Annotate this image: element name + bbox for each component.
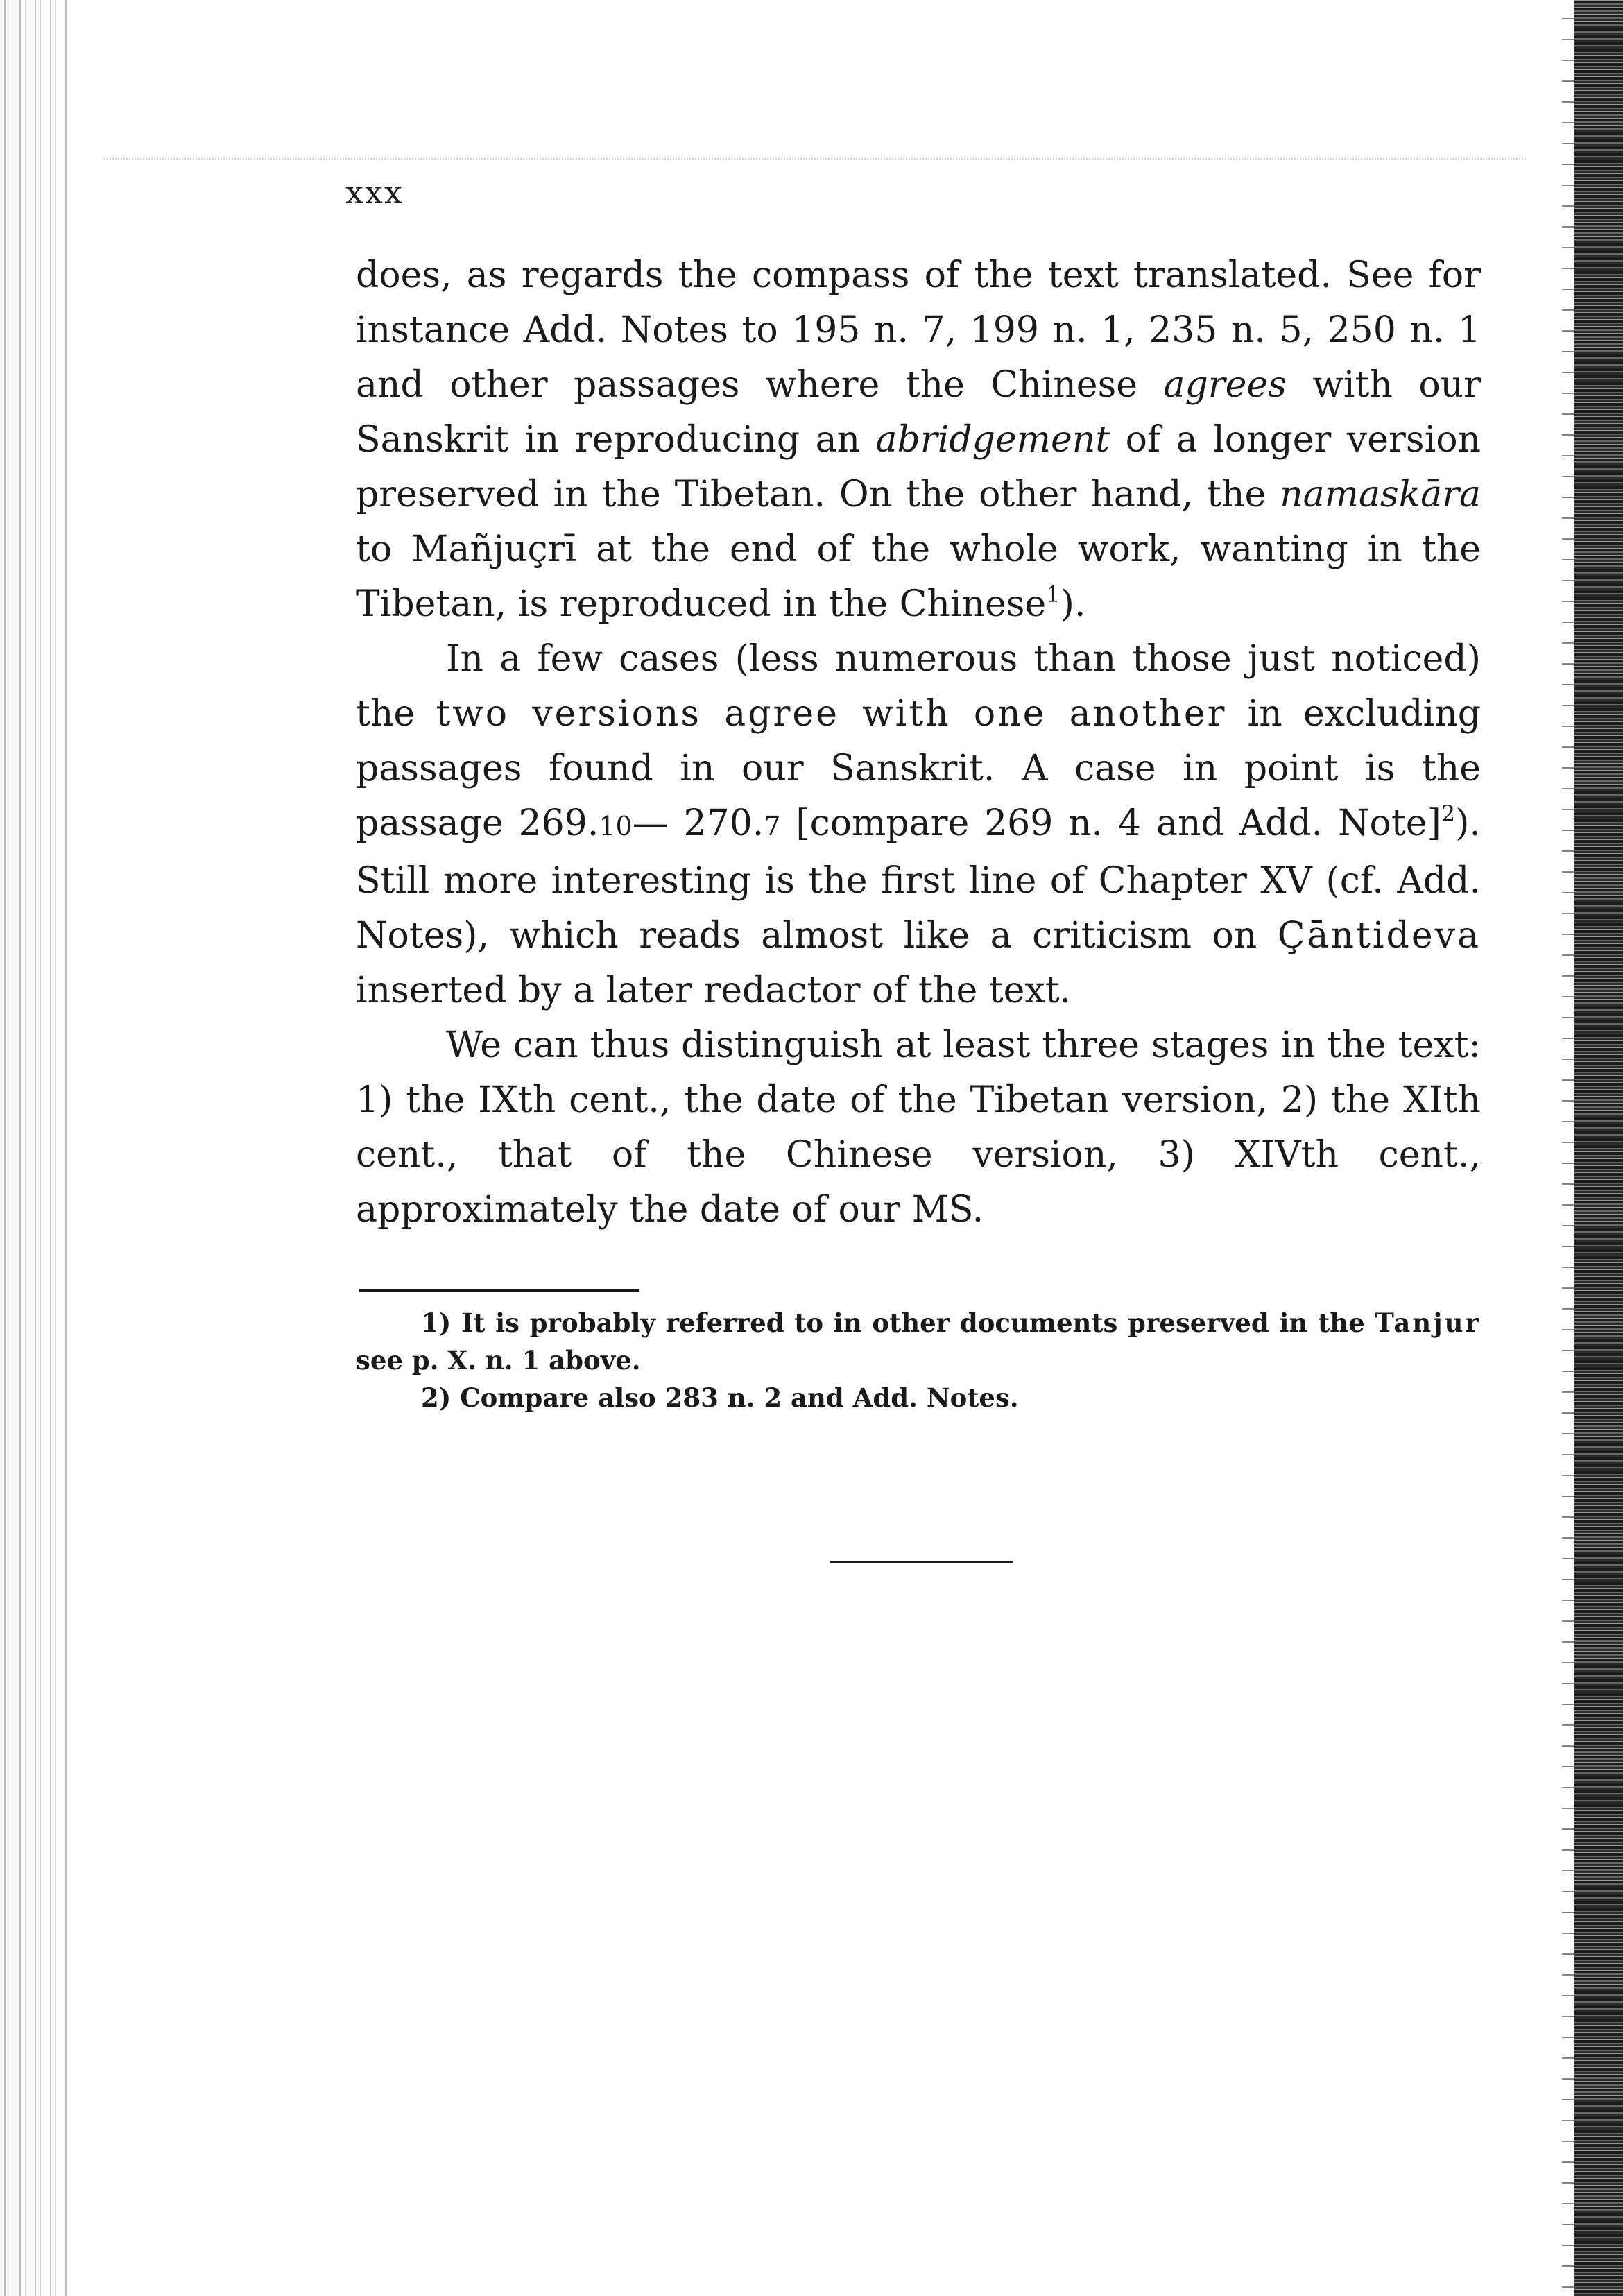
paragraph-2: In a few cases (less numerous than those just noticed) the two versions agree with one another in excluding passages found in our Sanskrit. A case in point is the passage 269.10— 270.7 [compare 269 n. 4 and Add. Note]$^2$). Still more interesting is the first line of Chapter XV (cf. Add. Notes), which reads almost like a criticism on Çāntideva inserted by a later redactor of the text. (356, 638, 1481, 1011)
body-text (356, 248, 1481, 1237)
footnote-ref-1[interactable]: 1 (1046, 581, 1060, 608)
footnote-ref-2[interactable]: 2 (1441, 800, 1456, 827)
scan-artifact-line (104, 158, 1526, 160)
scan-binding-edge (0, 0, 76, 2296)
footnote-separator (359, 1289, 639, 1292)
section-end-rule (830, 1561, 1013, 1563)
footnote-1: 1) It is probably referred to in other documents preserved in the Tanjur see p. X. n. 1 above. (356, 1308, 1481, 1376)
scan-right-edge (1574, 0, 1623, 2296)
paragraph-1: does, as regards the compass of the text translated. See for instance Add. Notes to 195 n. 7, 199 n. 1, 235 n. 5, 250 n. 1 and other passages where the Chinese agrees with our Sanskrit in reproducing an abridgement of a longer version preserved in the Tibetan. On the other hand, the namaskāra to Mañjuçrī at the end of the whole work, wanting in the Tibetan, is reproduced in the Chinese$^1$). (356, 255, 1481, 625)
paragraph-3: We can thus distinguish at least three stages in the text: 1) the IXth cent., the date of the Tibetan version, 2) the XIth cent., that of the Chinese version, 3) XIVth cent., approximately the date of our MS. (356, 1025, 1481, 1231)
footnote-2: 2) Compare also 283 n. 2 and Add. Notes. (421, 1382, 1019, 1413)
footnotes (356, 1304, 1481, 1416)
page-number: xxx (345, 173, 404, 211)
